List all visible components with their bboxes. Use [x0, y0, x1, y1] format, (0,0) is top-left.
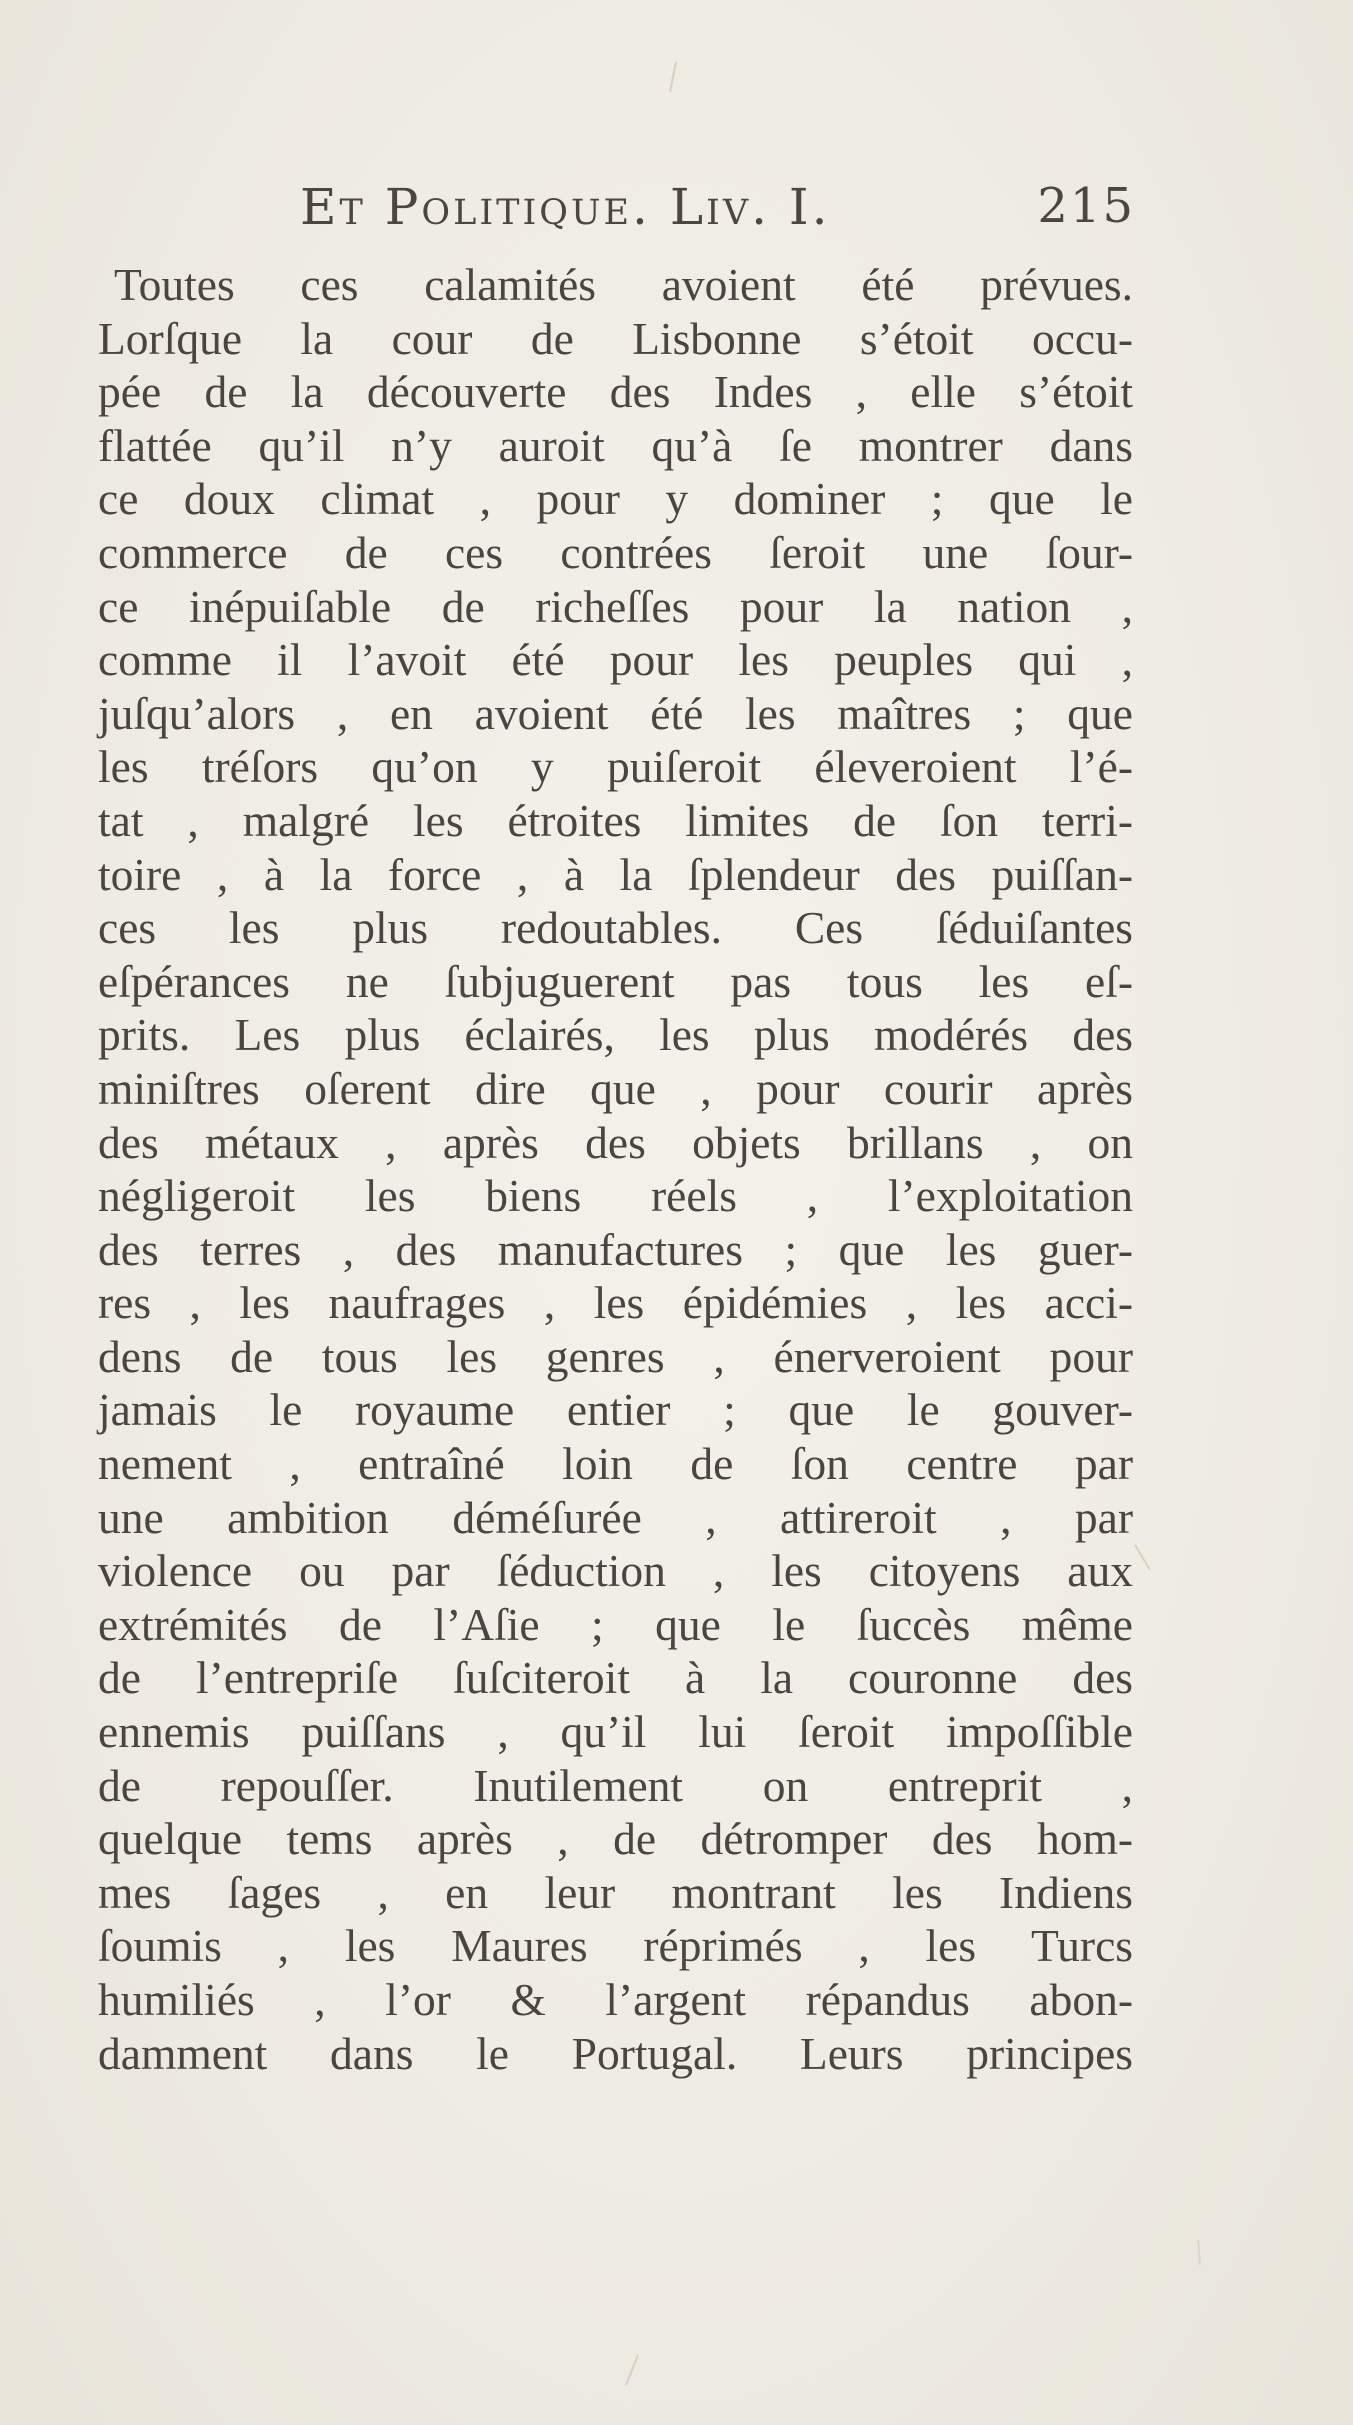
- text-line: res , les naufrages , les épidémies , les acci-: [98, 1277, 1133, 1329]
- text-line: ennemis puiſſans , qu’il lui ſeroit impoſſible: [98, 1706, 1133, 1758]
- text-line: ce inépuiſable de richeſſes pour la nation ,: [98, 580, 1133, 632]
- text-line: extrémités de l’Aſie ; que le ſuccès même: [98, 1598, 1133, 1650]
- text-line: violence ou par ſéduction , les citoyens aux: [98, 1545, 1133, 1597]
- text-line: juſqu’alors , en avoient été les maîtres ; que: [98, 687, 1133, 739]
- text-line: Toutes ces calamités avoient été prévues.: [114, 259, 1133, 310]
- page-number: 215: [1037, 178, 1135, 234]
- paper-speck: [1198, 2240, 1200, 2265]
- text-line: toire , à la force , à la ſplendeur des puiſſan-: [98, 848, 1133, 900]
- body-text: [98, 258, 1133, 2080]
- text-line: ces les plus redoutables. Ces ſéduiſantes: [98, 902, 1133, 954]
- text-line: dens de tous les genres , énerveroient pour: [98, 1330, 1133, 1382]
- text-line: négligeroit les biens réels , l’exploitation: [98, 1170, 1133, 1222]
- running-title: Et Politique. Liv. I.: [300, 178, 831, 236]
- text-line: prits. Les plus éclairés, les plus modérés des: [98, 1009, 1133, 1061]
- text-line: commerce de ces contrées ſeroit une ſour-: [98, 526, 1133, 578]
- text-line: de repouſſer. Inutilement on entreprit ,: [98, 1759, 1133, 1811]
- text-line: mes ſages , en leur montrant les Indiens: [98, 1866, 1133, 1918]
- text-line: les tréſors qu’on y puiſeroit éleveroient l’é-: [98, 741, 1133, 793]
- text-line: miniſtres oſerent dire que , pour courir après: [98, 1062, 1133, 1114]
- text-line: des terres , des manufactures ; que les guer-: [98, 1223, 1133, 1275]
- paper-speck: [1135, 1545, 1150, 1570]
- text-line: ſoumis , les Maures réprimés , les Turcs: [98, 1920, 1133, 1972]
- text-line: une ambition déméſurée , attireroit , par: [98, 1491, 1133, 1543]
- text-line: flattée qu’il n’y auroit qu’à ſe montrer dans: [98, 419, 1133, 471]
- running-head: [300, 178, 1135, 248]
- text-line: eſpérances ne ſubjuguerent pas tous les eſ-: [98, 955, 1133, 1007]
- text-line: jamais le royaume entier ; que le gouver-: [98, 1384, 1133, 1436]
- paper-speck: [626, 2355, 638, 2385]
- paper-speck: [670, 62, 676, 92]
- text-line: quelque tems après , de détromper des hom-: [98, 1813, 1133, 1865]
- text-line: de l’entrepriſe ſuſciteroit à la couronne des: [98, 1652, 1133, 1704]
- text-line: tat , malgré les étroites limites de ſon terri-: [98, 794, 1133, 846]
- text-line: Lorſque la cour de Lisbonne s’étoit occu-: [98, 312, 1133, 364]
- text-line: ce doux climat , pour y dominer ; que le: [98, 473, 1133, 525]
- text-line: comme il l’avoit été pour les peuples qui ,: [98, 634, 1133, 686]
- text-line: nement , entraîné loin de ſon centre par: [98, 1438, 1133, 1490]
- text-line: humiliés , l’or & l’argent répandus abon-: [98, 1974, 1133, 2025]
- text-line: des métaux , après des objets brillans , on: [98, 1116, 1133, 1168]
- text-line: pée de la découverte des Indes , elle s’étoit: [98, 366, 1133, 418]
- text-line: damment dans le Portugal. Leurs principes: [98, 2027, 1133, 2079]
